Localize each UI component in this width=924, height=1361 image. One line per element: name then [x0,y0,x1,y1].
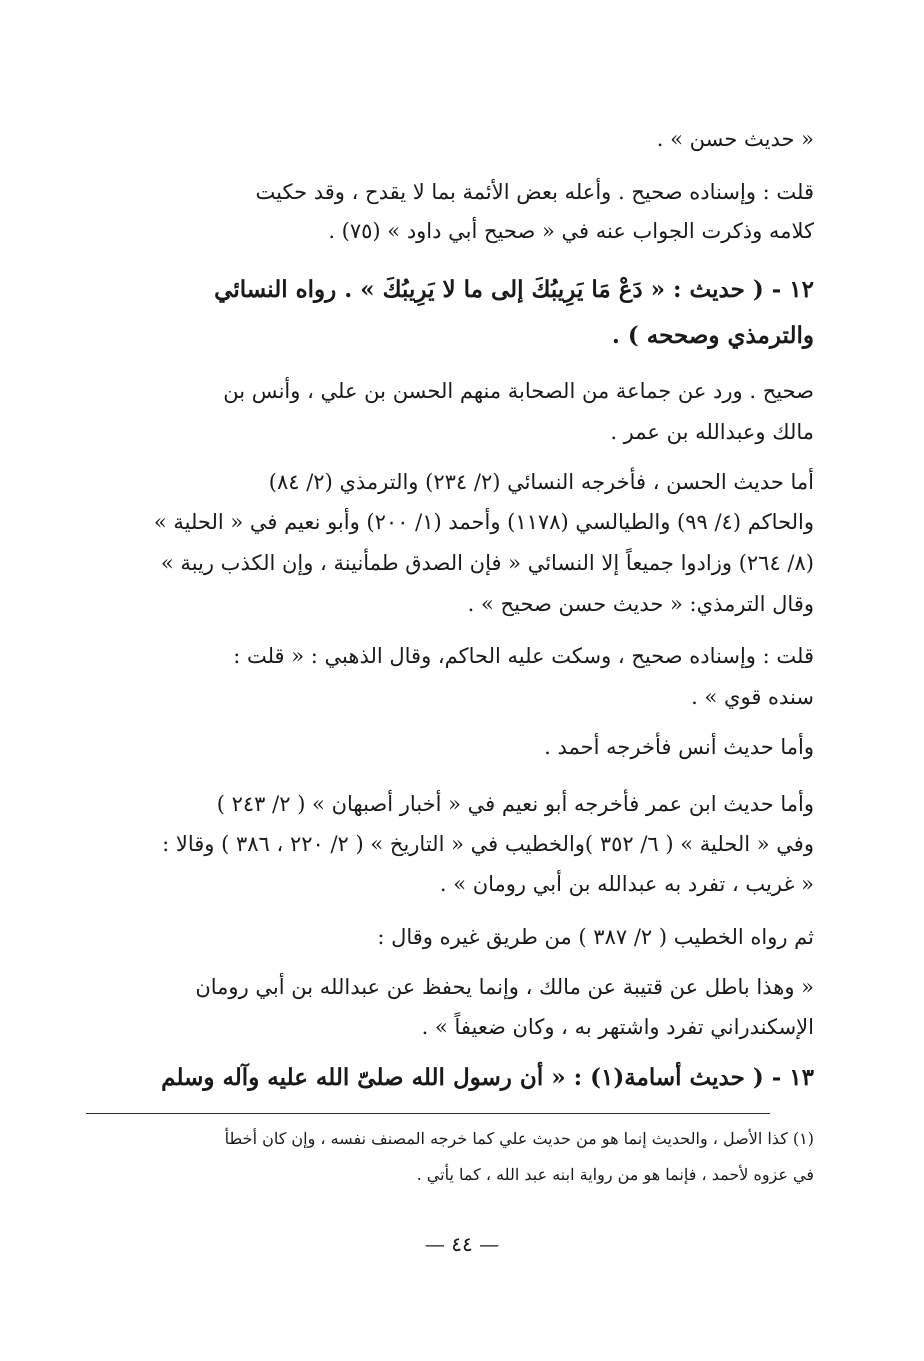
text-line: وقال الترمذي: « حديث حسن صحيح » . [467,592,814,616]
text-line: والحاكم (٤/ ٩٩) والطيالسي (١١٧٨) وأحمد (١/ ٢٠٠) وأبو نعيم في « الحلية » [153,510,814,534]
hadith-heading: والترمذي وصححه ) . [611,322,814,349]
text-line: « وهذا باطل عن قتيبة عن مالك ، وإنما يحفظ عن عبدالله بن أبي رومان [195,975,814,999]
text-line: وأما حديث ابن عمر فأخرجه أبو نعيم في « أخبار أصبهان » ( ٢/ ٢٤٣ ) [216,792,814,816]
footnote-line: في عزوه لأحمد ، فإنما هو من رواية ابنه عبد الله ، كما يأتي . [416,1165,814,1184]
hadith-heading: ١٣ - ( حديث أسامة(١) : « أن رسول الله صلىّ الله عليه وآله وسلم [161,1064,814,1091]
text-line: كلامه وذكرت الجواب عنه في « صحيح أبي داود » (٧٥) . [328,219,814,243]
text-line: سنده قوي » . [691,685,814,709]
footnote-separator [86,1113,770,1114]
text-line: « غريب ، تفرد به عبدالله بن أبي رومان » . [439,872,814,896]
text-line: ثم رواه الخطيب ( ٢/ ٣٨٧ ) من طريق غيره وقال : [377,925,814,949]
text-line: (٨/ ٢٦٤) وزادوا جميعاً إلا النسائي « فإن الصدق طمأنينة ، وإن الكذب ريبة » [160,551,814,575]
text-line: صحيح . ورد عن جماعة من الصحابة منهم الحسن بن علي ، وأنس بن [223,379,814,403]
text-line: وفي « الحلية » ( ٦/ ٣٥٢ )والخطيب في « التاريخ » ( ٢/ ٢٢٠ ، ٣٨٦ ) وقالا : [162,832,814,856]
text-line: مالك وعبدالله بن عمر . [610,420,814,444]
hadith-heading: ١٢ - ( حديث : « دَعْ مَا يَرِيبُكَ إلى ما لا يَرِيبُكَ » . رواه النسائي [214,276,814,303]
page-number: — ٤٤ — [424,1232,500,1256]
text-line: أما حديث الحسن ، فأخرجه النسائي (٢/ ٢٣٤) والترمذي (٢/ ٨٤) [268,470,814,494]
text-line: وأما حديث أنس فأخرجه أحمد . [544,735,814,759]
footnote-line: (١) كذا الأصل ، والحديث إنما هو من حديث علي كما خرجه المصنف نفسه ، وإن كان أخطأ [224,1129,814,1148]
text-line: « حديث حسن » . [656,127,814,151]
text-line: قلت : وإسناده صحيح . وأعله بعض الأئمة بما لا يقدح ، وقد حكيت [255,180,814,204]
text-line: الإسكندراني تفرد واشتهر به ، وكان ضعيفاً » . [421,1015,814,1039]
text-line: قلت : وإسناده صحيح ، وسكت عليه الحاكم، وقال الذهبي : « قلت : [233,644,814,668]
